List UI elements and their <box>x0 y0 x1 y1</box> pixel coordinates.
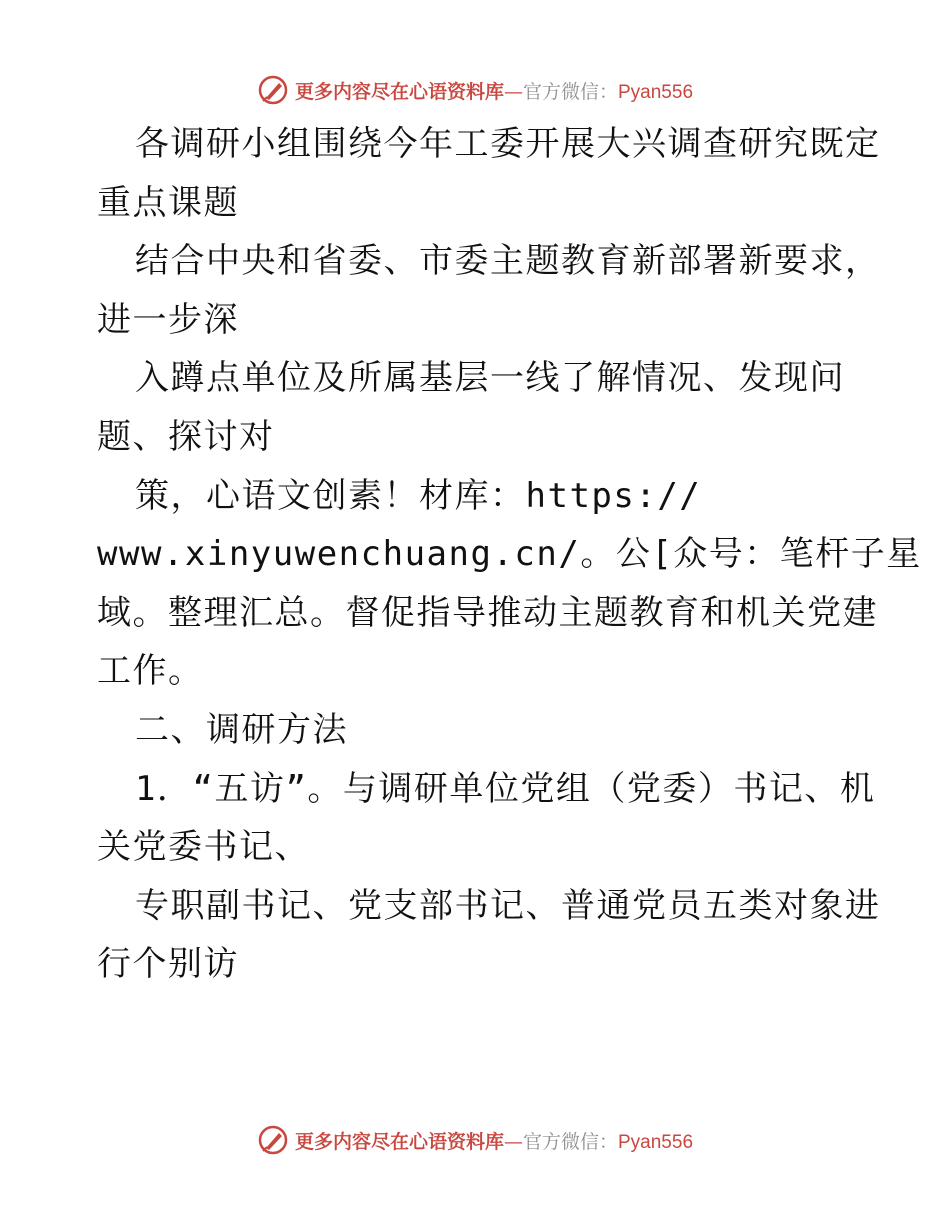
quill-pen-logo-icon <box>257 1124 289 1156</box>
header-watermark <box>0 72 950 108</box>
watermark-wechat-label: 官方微信： <box>522 80 618 103</box>
watermark-main-text: 更多内容尽在心语资料库 <box>294 80 504 103</box>
text-line: 关党委书记、 <box>97 827 310 868</box>
text-line: 题、探讨对 <box>97 416 275 457</box>
watermark-text <box>295 1127 693 1154</box>
quill-pen-logo-icon <box>257 74 289 106</box>
watermark-main-text: 更多内容尽在心语资料库 <box>294 1130 504 1153</box>
text-line: www.xinyuwenchuang.cn/。公[众号：笔杆子星 <box>97 534 922 575</box>
text-line: 1．“五访”。与调研单位党组（党委）书记、机 <box>135 768 876 809</box>
text-line: 结合中央和省委、市委主题教育新部署新要求， <box>135 241 881 282</box>
text-line: 策，心语文创素！材库：https:// <box>135 475 702 516</box>
watermark-handle: Pyan556 <box>618 1131 694 1153</box>
text-line: 进一步深 <box>97 299 239 340</box>
watermark-handle: Pyan556 <box>618 81 694 103</box>
text-line: 入蹲点单位及所属基层一线了解情况、发现问 <box>135 358 845 399</box>
watermark-dash: — <box>503 80 523 103</box>
watermark-text <box>295 77 693 104</box>
document-body <box>97 115 922 994</box>
text-line: 行个别访 <box>97 944 239 985</box>
text-line: 专职副书记、党支部书记、普通党员五类对象进 <box>135 885 881 926</box>
watermark-dash: — <box>503 1130 523 1153</box>
footer-watermark <box>0 1122 950 1158</box>
watermark-wechat-label: 官方微信： <box>522 1130 618 1153</box>
text-line: 各调研小组围绕今年工委开展大兴调查研究既定 <box>135 124 881 164</box>
section-heading: 二、调研方法 <box>135 709 348 750</box>
text-line: 域。整理汇总。督促指导推动主题教育和机关党建 <box>97 592 878 633</box>
text-line: 重点课题 <box>97 182 239 223</box>
text-line: 工作。 <box>97 651 204 692</box>
